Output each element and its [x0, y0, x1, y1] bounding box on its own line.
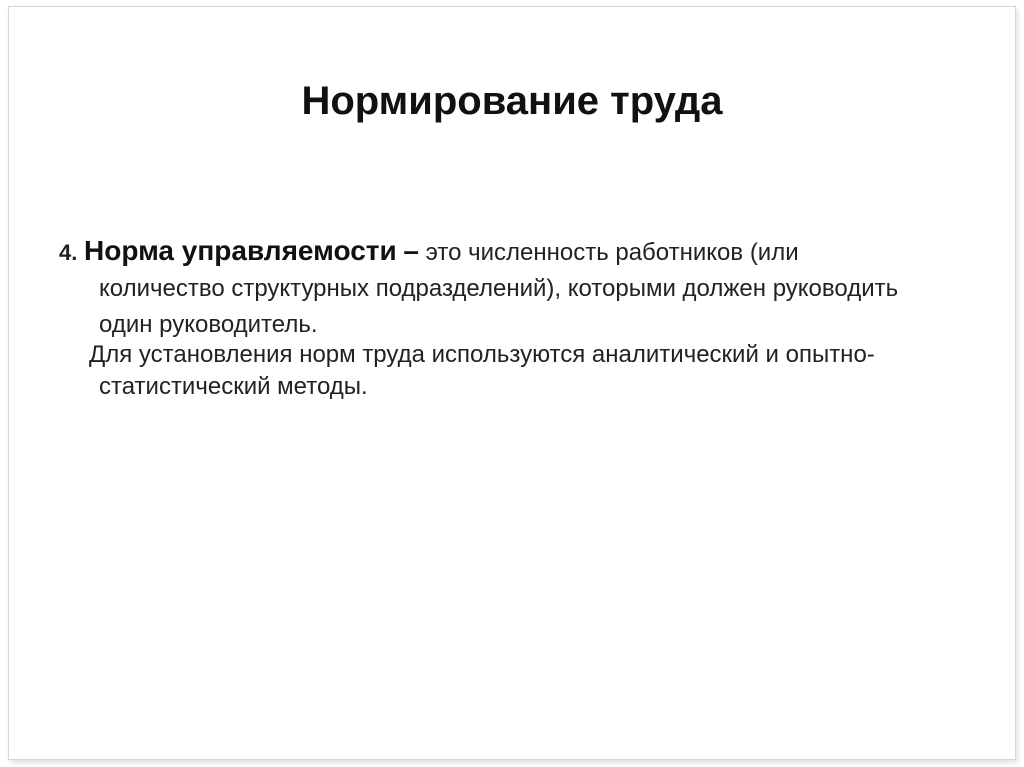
definition-line-1: это численность работников (или [425, 239, 799, 266]
methods-paragraph [89, 339, 969, 403]
definition-paragraph [59, 233, 979, 343]
methods-line-1: Для установления норм труда используются аналитический и опытно- [89, 341, 875, 368]
slide [8, 6, 1016, 760]
definition-line-3: один руководитель. [99, 311, 318, 338]
slide-title: Нормирование труда [301, 79, 723, 123]
item-number: 4. [59, 240, 78, 265]
methods-line-2: статистический методы. [99, 373, 368, 400]
term-dash: – [403, 235, 419, 266]
definition-line-2: количество структурных подразделений), которыми должен руководить [99, 275, 899, 302]
defined-term: Норма управляемости [84, 235, 397, 266]
